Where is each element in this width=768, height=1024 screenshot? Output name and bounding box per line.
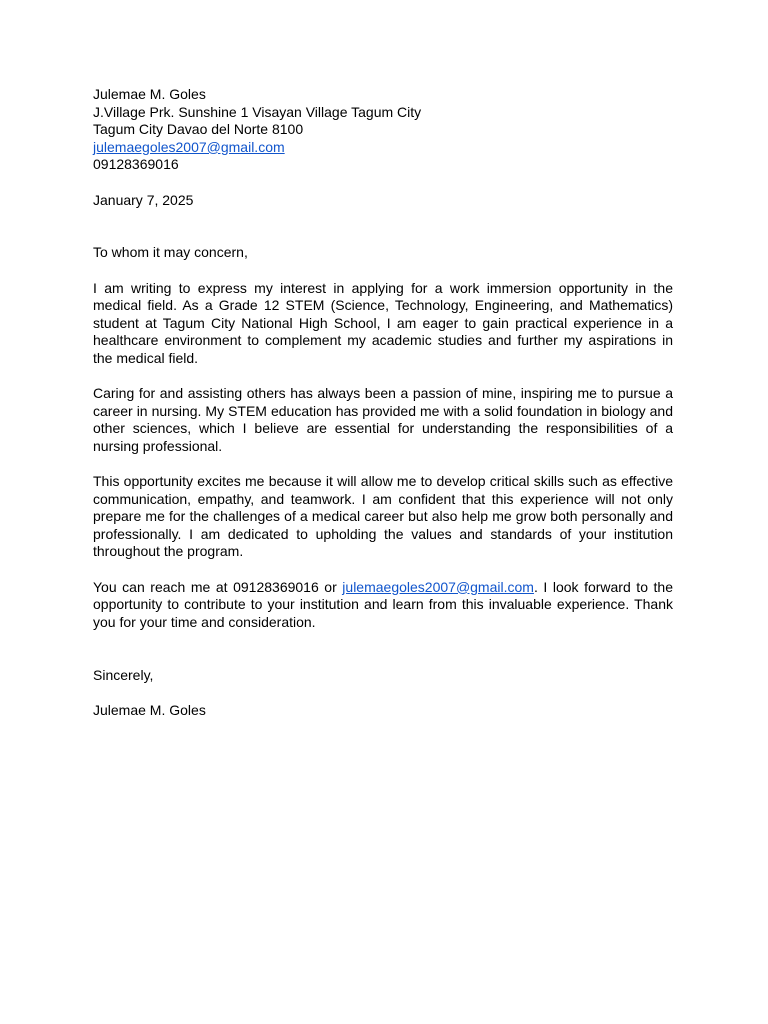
contact-text-after: . I look forward to the opportunity to contribute to your institution and learn from this invaluable experience. Thank you for your time and consideration.	[93, 578, 673, 630]
closing: Sincerely,	[93, 666, 154, 683]
sender-phone: 09128369016	[93, 156, 179, 173]
contact-text-before: You can reach me at 09128369016 or	[93, 578, 343, 595]
contact-paragraph	[93, 579, 673, 632]
sender-address-line1: J.Village Prk. Sunshine 1 Visayan Village Tagum City	[93, 103, 422, 120]
salutation: To whom it may concern,	[93, 244, 248, 261]
body-paragraph-3: This opportunity excites me because it will allow me to develop critical skills such as effective communication, empathy, and teamwork. I am confident that this experience will not only prepare me for the challenges of a medical career but also help me grow both personally and professionally. I am dedicated to upholding the values and standards of your institution throughout the program.	[93, 473, 673, 560]
sender-block	[93, 86, 673, 174]
sender-address-line2: Tagum City Davao del Norte 8100	[93, 121, 304, 138]
body-paragraph-2: Caring for and assisting others has always been a passion of mine, inspiring me to pursue a career in nursing. My STEM education has provided me with a solid foundation in biology and other sciences, which I believe are essential for understanding the responsibilities of a nursing professional.	[93, 385, 673, 454]
sender-name: Julemae M. Goles	[93, 86, 206, 102]
letter	[93, 86, 673, 719]
contact-email-link[interactable]: julemaegoles2007@gmail.com	[342, 578, 534, 595]
signature-name: Julemae M. Goles	[93, 701, 206, 718]
sender-email-link[interactable]: julemaegoles2007@gmail.com	[93, 138, 285, 155]
letter-date: January 7, 2025	[93, 191, 194, 208]
body-paragraph-1: I am writing to express my interest in applying for a work immersion opportunity in the medical field. As a Grade 12 STEM (Science, Technology, Engineering, and Mathematics) student at Tagum City National High School, I am eager to gain practical experience in a healthcare environment to complement my academic studies and further my aspirations in the medical field.	[93, 279, 673, 366]
